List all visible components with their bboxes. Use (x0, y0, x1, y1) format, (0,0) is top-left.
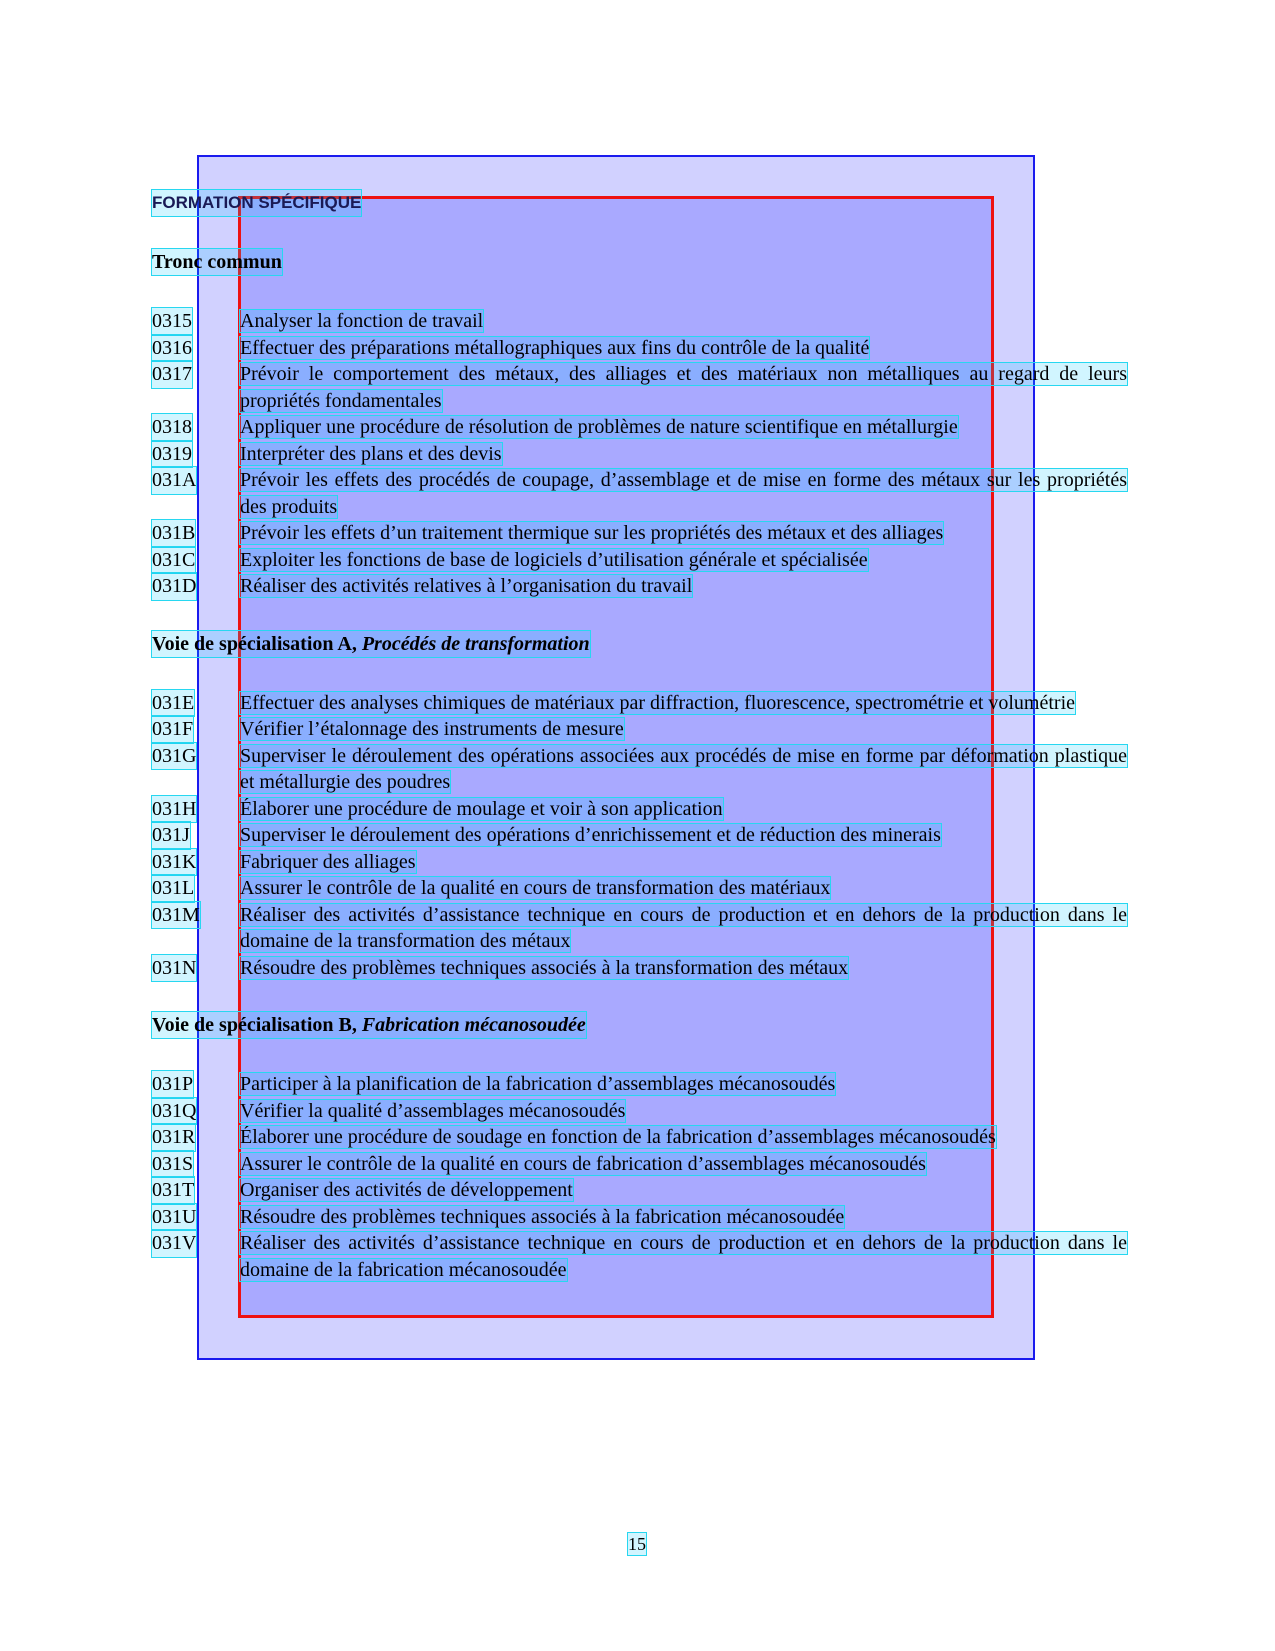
competency-text: Réaliser des activités d’assistance technique en cours de production et en dehors de la production dans le domaine de la fabrication mécanosoudée (240, 1232, 1127, 1281)
section-title-italic: Fabrication mécanosoudée (361, 1014, 586, 1036)
competency-text: Réaliser des activités relatives à l’organisation du travail (240, 575, 693, 597)
competency-code: 031A (152, 467, 196, 494)
competency-code: 031Q (152, 1098, 196, 1125)
competency-item (152, 1177, 1127, 1204)
competency-text: Vérifier la qualité d’assemblages mécanosoudés (240, 1099, 626, 1122)
competency-text: Résoudre des problèmes techniques associés à la fabrication mécanosoudée (240, 1205, 845, 1228)
competency-code: 0318 (152, 414, 192, 441)
competency-text: Élaborer une procédure de moulage et voir à son application (240, 797, 723, 820)
competency-item (152, 467, 1127, 520)
competency-text: Analyser la fonction de travail (240, 310, 484, 332)
competency-item (152, 743, 1127, 796)
section-title-text: Voie de spécialisation A, (152, 632, 362, 655)
competency-text: Vérifier l’étalonnage des instruments de mesure (240, 718, 624, 740)
competency-code: 031J (152, 822, 190, 849)
sections-container (152, 249, 1127, 1283)
competency-item (152, 849, 1127, 876)
page-number: 15 (628, 1534, 646, 1554)
competency-code: 031D (152, 573, 196, 600)
competency-text: Participer à la planification de la fabrication d’assemblages mécanosoudés (240, 1073, 836, 1095)
competency-item (152, 308, 1127, 335)
competency-item (152, 1098, 1127, 1125)
main-heading: FORMATION SPÉCIFIQUE (152, 190, 361, 216)
competency-text: Assurer le contrôle de la qualité en cours de transformation des matériaux (240, 877, 831, 899)
competency-text: Appliquer une procédure de résolution de problèmes de nature scientifique en métallurgie (240, 416, 958, 438)
section-title-italic: Procédés de transformation (361, 632, 590, 655)
competency-item (152, 573, 1127, 600)
competency-code: 031G (152, 743, 196, 770)
section-title-text: Tronc commun (152, 251, 282, 273)
competency-code: 031B (152, 520, 195, 547)
competency-item (152, 414, 1127, 441)
competency-text: Superviser le déroulement des opérations associées aux procédés de mise en forme par déformation plastique et métallurgie des poudres (240, 744, 1127, 793)
competency-item (152, 875, 1127, 902)
competency-item (152, 335, 1127, 362)
competency-text: Interpréter des plans et des devis (240, 442, 502, 465)
competency-text: Superviser le déroulement des opérations d’enrichissement et de réduction des minerais (240, 824, 941, 846)
competency-text: Effectuer des préparations métallographiques aux fins du contrôle de la qualité (240, 336, 870, 359)
competency-code: 031U (152, 1204, 196, 1231)
competency-text: Prévoir le comportement des métaux, des alliages et des matériaux non métalliques au regard de leurs propriétés fondamentales (240, 363, 1127, 412)
section-title (152, 1012, 586, 1038)
competency-item (152, 716, 1127, 743)
competency-item (152, 796, 1127, 823)
competency-code: 031R (152, 1124, 195, 1151)
competency-code: 031P (152, 1071, 193, 1098)
competency-code: 0319 (152, 441, 192, 468)
section-title-text: Voie de spécialisation B, (152, 1014, 362, 1036)
section-title (152, 631, 590, 657)
competency-item (152, 1124, 1127, 1151)
competency-text: Assurer le contrôle de la qualité en cours de fabrication d’assemblages mécanosoudés (240, 1152, 926, 1175)
competency-item (152, 955, 1127, 982)
competency-code: 0317 (152, 361, 192, 388)
competency-text: Réaliser des activités d’assistance technique en cours de production et en dehors de la production dans le domaine de la transformation des métaux (240, 903, 1127, 952)
competency-text: Exploiter les fonctions de base de logiciels d’utilisation générale et spécialisée (240, 548, 868, 571)
competency-code: 031C (152, 547, 195, 574)
competency-item (152, 520, 1127, 547)
competency-item (152, 822, 1127, 849)
competency-item (152, 361, 1127, 414)
competency-code: 0315 (152, 308, 192, 335)
competency-code: 031E (152, 690, 194, 717)
competency-code: 031M (152, 902, 200, 929)
competency-text: Prévoir les effets d’un traitement thermique sur les propriétés des métaux et des alliages (240, 522, 944, 544)
competency-text: Effectuer des analyses chimiques de matériaux par diffraction, fluorescence, spectrométrie et volumétrie (240, 691, 1076, 714)
competency-text: Organiser des activités de développement (240, 1179, 573, 1201)
competency-item (152, 1230, 1127, 1283)
competency-text: Élaborer une procédure de soudage en fonction de la fabrication d’assemblages mécanosoudés (240, 1126, 996, 1148)
competency-text: Fabriquer des alliages (240, 850, 416, 873)
competency-item (152, 902, 1127, 955)
competency-code: 031V (152, 1230, 196, 1257)
competency-code: 031H (152, 796, 196, 823)
competency-code: 031N (152, 955, 196, 982)
section-title (152, 249, 282, 275)
competency-item (152, 1204, 1127, 1231)
competency-text: Prévoir les effets des procédés de coupage, d’assemblage et de mise en forme des métaux sur les propriétés des produits (240, 469, 1127, 518)
competency-item (152, 1071, 1127, 1098)
competency-list (152, 690, 1127, 982)
competency-item (152, 1151, 1127, 1178)
competency-code: 031L (152, 875, 194, 902)
competency-code: 0316 (152, 335, 192, 362)
competency-list (152, 308, 1127, 600)
competency-text: Résoudre des problèmes techniques associés à la transformation des métaux (240, 956, 849, 979)
competency-item (152, 441, 1127, 468)
competency-item (152, 547, 1127, 574)
competency-code: 031K (152, 849, 196, 876)
competency-code: 031T (152, 1177, 194, 1204)
competency-item (152, 690, 1127, 717)
competency-code: 031F (152, 716, 193, 743)
document-content (152, 190, 1127, 1314)
competency-code: 031S (152, 1151, 193, 1178)
competency-list (152, 1071, 1127, 1283)
